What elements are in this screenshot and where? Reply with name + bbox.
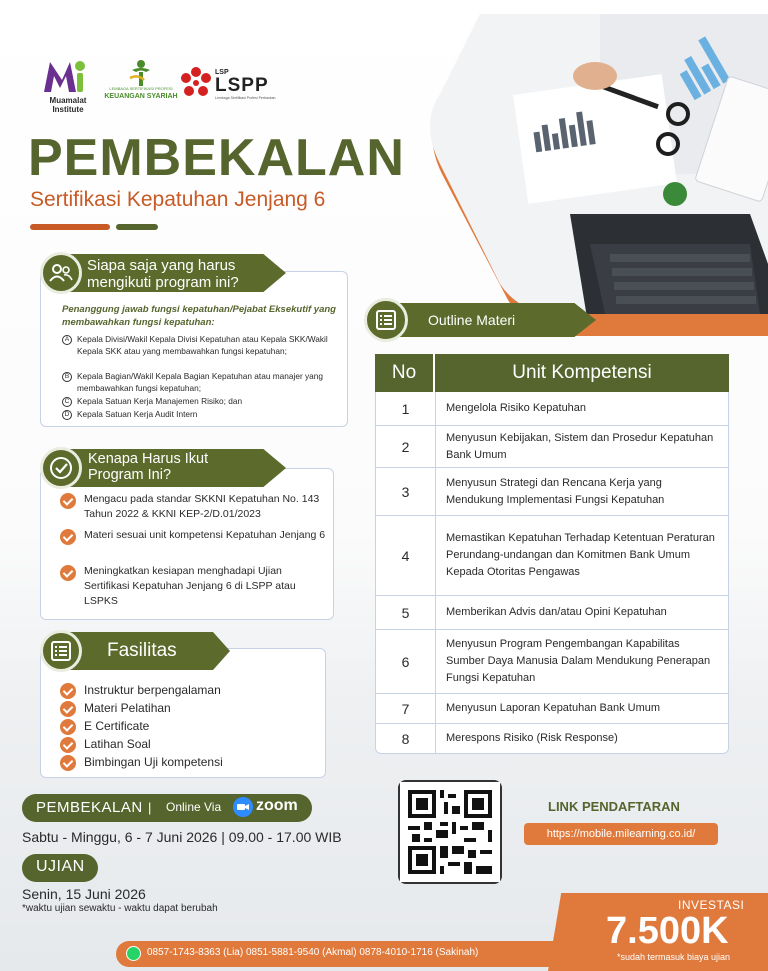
row-unit: Menyusun Laporan Kepatuhan Bank Umum: [446, 702, 661, 714]
row-unit: Menyusun Strategi dan Rencana Kerja yang Mendukung Implementasi Fungsi Kepatuhan: [446, 476, 665, 506]
pembekalan-schedule: Sabtu - Minggu, 6 - 7 Juni 2026 | 09.00 - 17.00 WIB: [22, 829, 342, 845]
siapa-title: [87, 257, 239, 291]
siapa-item-text: Kepala Satuan Kerja Manajemen Risiko; dan: [77, 396, 243, 406]
table-row: [375, 694, 729, 724]
siapa-item-c: [62, 396, 342, 408]
fasilitas-item-5: [60, 754, 223, 770]
keuangan-syariah-caption: LEMBAGA SERTIFIKASI PROFESI: [109, 86, 173, 91]
kenapa-item-text: Meningkatkan kesiapan menghadapi Ujian Sertifikasi Kepatuhan Jenjang 6 di LSPP atau LSPKS: [84, 565, 296, 607]
investasi-label: INVESTASI: [678, 898, 745, 912]
siapa-intro: Penanggung jawab fungsi kepatuhan/Pejabat Eksekutif yang membawahkan fungsi kepatuhan:: [62, 304, 336, 328]
title-underline-orange: [30, 224, 110, 230]
outline-table: [375, 354, 729, 754]
lspp-name: LSPP: [215, 75, 269, 96]
page-title: PEMBEKALAN: [28, 129, 405, 187]
check-icon: [60, 755, 76, 771]
check-icon: [60, 683, 76, 699]
kenapa-title: [88, 451, 208, 483]
lspp-small-text: LSP: [215, 69, 229, 76]
table-row: [375, 630, 729, 694]
table-row: [375, 516, 729, 596]
row-unit: Menyusun Kebijakan, Sistem dan Prosedur Kepatuhan Bank Umum: [446, 431, 714, 461]
table-header: [375, 354, 729, 392]
siapa-item-d: [62, 409, 342, 421]
hero-desk-photo: [420, 14, 768, 336]
kenapa-item-1: [60, 492, 330, 522]
siapa-item-b: [62, 371, 342, 394]
row-no: 8: [376, 724, 436, 753]
siapa-title-line1: Siapa saja yang harus: [87, 257, 236, 274]
siapa-item-a: [62, 334, 342, 357]
pembekalan-divider: |: [148, 800, 152, 815]
siapa-icon-circle: [40, 252, 82, 294]
row-no: 2: [376, 426, 436, 467]
fasilitas-title: Fasilitas: [107, 640, 177, 661]
whatsapp-icon: [126, 946, 141, 961]
contact-phones[interactable]: 0857-1743-8363 (Lia) 0851-5881-9540 (Akmal) 0878-4010-1716 (Sakinah): [147, 947, 479, 958]
link-title: LINK PENDAFTARAN: [548, 799, 680, 814]
zoom-logo-text: zoom: [256, 797, 298, 814]
letter-a-badge: A: [62, 335, 72, 345]
ujian-note: *waktu ujian sewaktu - waktu dapat berubah: [22, 903, 218, 914]
check-icon: [60, 565, 76, 581]
siapa-item-text: Kepala Bagian/Wakil Kepala Bagian Kepatuhan atau manajer yang membawahkan fungsi kepatuhan;: [77, 371, 324, 393]
fasilitas-item-text: Instruktur berpengalaman: [84, 683, 221, 697]
fasilitas-item-text: Materi Pelatihan: [84, 701, 171, 715]
letter-c-badge: C: [62, 397, 72, 407]
investasi-note: *sudah termasuk biaya ujian: [617, 952, 731, 962]
col-header-unit: Unit Kompetensi: [435, 354, 729, 392]
row-no: 5: [376, 596, 436, 629]
fasilitas-item-text: Bimbingan Uji kompetensi: [84, 755, 223, 769]
siapa-item-text: Kepala Divisi/Wakil Kepala Divisi Kepatuhan atau Kepala SKK/Wakil Kepala SKK atau yang membawahkan fungsi kepatuhan;: [77, 334, 328, 356]
kenapa-title-line2: Program Ini?: [88, 467, 172, 483]
table-row: [375, 392, 729, 426]
outline-icon-circle: [364, 298, 408, 342]
check-circle-icon: [49, 456, 73, 480]
fasilitas-item-text: Latihan Soal: [84, 737, 151, 751]
check-icon: [60, 493, 76, 509]
row-unit: Menyusun Program Pengembangan Kapabilitas Sumber Daya Manusia Dalam Mendukung Penerapan Fungsi Kepatuhan: [446, 638, 711, 684]
kenapa-title-line1: Kenapa Harus Ikut: [88, 451, 209, 467]
table-row: [375, 468, 729, 516]
letter-b-badge: B: [62, 372, 72, 382]
col-header-no: No: [375, 354, 435, 392]
zoom-icon: [233, 797, 253, 817]
fasilitas-item-3: [60, 718, 149, 734]
registration-link[interactable]: https://mobile.milearning.co.id/: [524, 823, 718, 845]
table-row: [375, 596, 729, 630]
ujian-date: Senin, 15 Juni 2026: [22, 886, 146, 902]
row-unit: Merespons Risiko (Risk Response): [446, 732, 618, 744]
row-unit: Memberikan Advis dan/atau Opini Kepatuhan: [446, 606, 667, 618]
muamalat-logo-text: Muamalat Institute: [49, 96, 87, 114]
pembekalan-label: PEMBEKALAN: [36, 799, 143, 816]
people-icon: [49, 264, 73, 282]
row-unit: Mengelola Risiko Kepatuhan: [446, 402, 587, 414]
row-unit: Memastikan Kepatuhan Terhadap Ketentuan Peraturan Perundang-undangan dan Komitmen Bank Umum Kepada Otoritas Pengawas: [446, 532, 715, 578]
kenapa-item-3: [60, 564, 330, 609]
kenapa-icon-circle: [40, 447, 82, 489]
fasilitas-icon-circle: [40, 630, 82, 672]
letter-d-badge: D: [62, 410, 72, 420]
kenapa-item-text: Materi sesuai unit kompetensi Kepatuhan Jenjang 6: [84, 529, 326, 541]
page-subtitle: Sertifikasi Kepatuhan Jenjang 6: [30, 188, 326, 211]
row-no: 1: [376, 392, 436, 425]
lspp-flower-icon: [179, 66, 213, 100]
ujian-label: UJIAN: [36, 858, 85, 875]
row-no: 3: [376, 468, 436, 515]
check-icon: [60, 719, 76, 735]
pembekalan-via: Online Via: [166, 800, 222, 814]
keuangan-syariah-name: KEUANGAN SYARIAH: [104, 93, 178, 100]
kenapa-item-text: Mengacu pada standar SKKNI Kepatuhan No. 143 Tahun 2022 & KKNI KEP-2/D.01/2023: [84, 493, 320, 520]
fasilitas-item-text: E Certificate: [84, 719, 150, 733]
qr-code[interactable]: [398, 780, 502, 884]
table-row: [375, 724, 729, 754]
list-icon: [376, 310, 396, 330]
table-row: [375, 426, 729, 468]
check-icon: [60, 701, 76, 717]
fasilitas-item-2: [60, 700, 171, 716]
investasi-value: 7.500K: [606, 910, 729, 952]
row-no: 4: [376, 516, 436, 595]
lspp-subtitle: Lembaga Sertifikasi Profesi Perbankan: [215, 96, 276, 100]
check-icon: [60, 529, 76, 545]
keuangan-syariah-logo: [118, 58, 164, 88]
siapa-title-line2: mengikuti program ini?: [87, 274, 239, 291]
row-no: 7: [376, 694, 436, 723]
fasilitas-item-1: [60, 682, 221, 698]
list-icon: [51, 641, 71, 661]
row-no: 6: [376, 630, 436, 693]
muamalat-logo: [40, 58, 88, 94]
check-icon: [60, 737, 76, 753]
title-underline-olive: [116, 224, 158, 230]
fasilitas-item-4: [60, 736, 151, 752]
kenapa-item-2: [60, 528, 330, 543]
siapa-item-text: Kepala Satuan Kerja Audit Intern: [77, 409, 198, 419]
outline-title: Outline Materi: [428, 312, 516, 328]
